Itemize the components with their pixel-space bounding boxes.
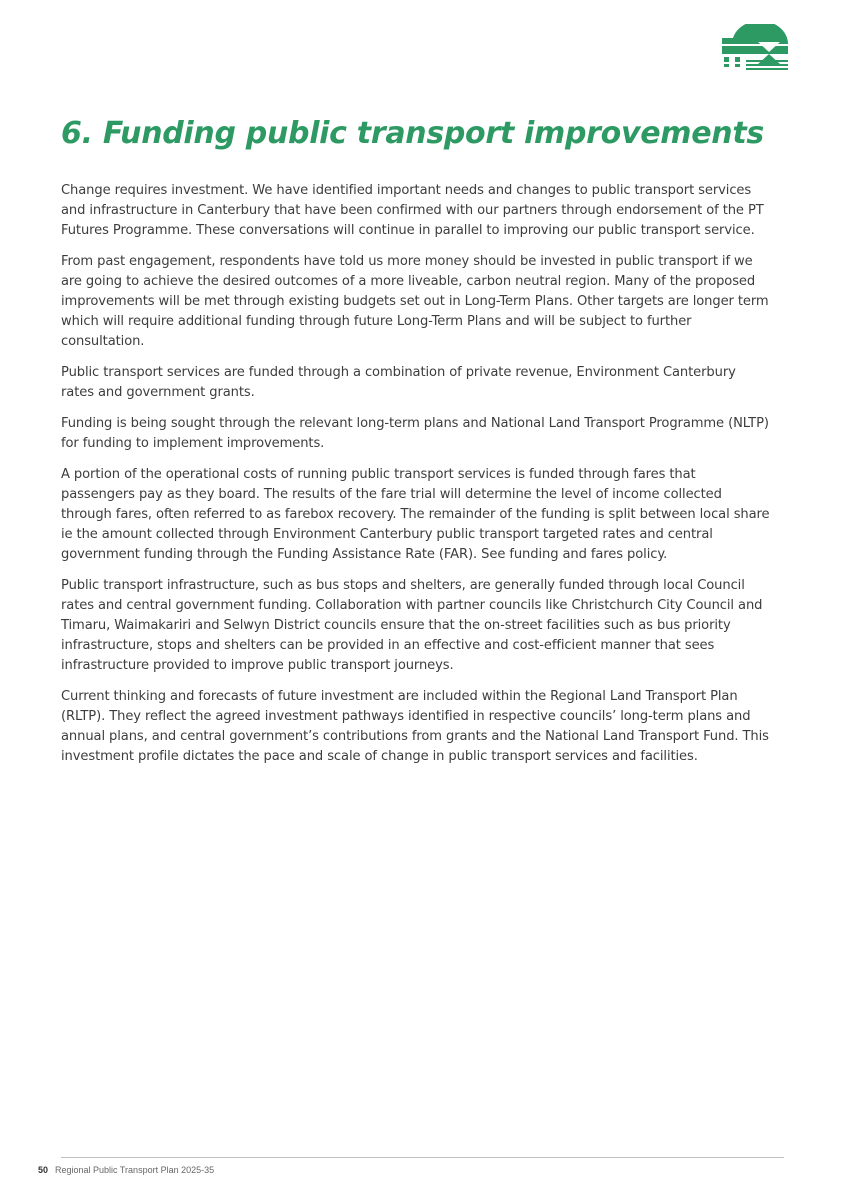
document-title: Regional Public Transport Plan 2025-35 <box>55 1165 215 1175</box>
transport-plan-logo-icon <box>718 24 790 70</box>
paragraph: Funding is being sought through the relevant long-term plans and National Land Transport Programme (NLTP) for funding to implement improvements. <box>61 416 769 451</box>
paragraph: A portion of the operational costs of running public transport services is funded through fares that passengers pay as they board. The results of the fare trial will determine the level of income collected through fares, often referred to as farebox recovery. The remainder of the funding is split between local share ie the amount collected through Environment Canterbury public transport targeted rates and central government funding through the Funding Assistance Rate (FAR). See funding and fares policy. <box>61 467 770 562</box>
paragraph: Public transport infrastructure, such as bus stops and shelters, are generally funded through local Council rates and central government funding. Collaboration with partner councils like Christchurch City Council and Timaru, Waimakariri and Selwyn District councils ensure that the on-street facilities such as bus priority infrastructure, stops and shelters can be provided in an effective and cost-efficient manner that sees infrastructure provided to improve public transport journeys. <box>61 578 763 673</box>
footer <box>38 1164 214 1176</box>
footer-divider <box>61 1157 784 1158</box>
paragraph: From past engagement, respondents have told us more money should be invested in public transport if we are going to achieve the desired outcomes of a more liveable, carbon neutral region. Many of the proposed improvements will be met through existing budgets set out in Long-Term Plans. Other targets are longer term which will require additional funding through future Long-Term Plans and will be subject to further consultation. <box>61 254 769 349</box>
body-text <box>61 181 771 778</box>
paragraph: Current thinking and forecasts of future investment are included within the Regional Land Transport Plan (RLTP). They reflect the agreed investment pathways identified in respective councils’ long-term plans and annual plans, and central government’s contributions from grants and the National Land Transport Fund. This investment profile dictates the pace and scale of change in public transport services and facilities. <box>61 689 769 764</box>
page-number: 50 <box>38 1165 49 1175</box>
paragraph: Public transport services are funded through a combination of private revenue, Environment Canterbury rates and government grants. <box>61 365 736 400</box>
paragraph: Change requires investment. We have identified important needs and changes to public transport services and infrastructure in Canterbury that have been confirmed with our partners through endorsement of the PT Futures Programme. These conversations will continue in parallel to improving our public transport service. <box>61 183 764 238</box>
page-title: 6. Funding public transport improvements <box>61 116 764 151</box>
